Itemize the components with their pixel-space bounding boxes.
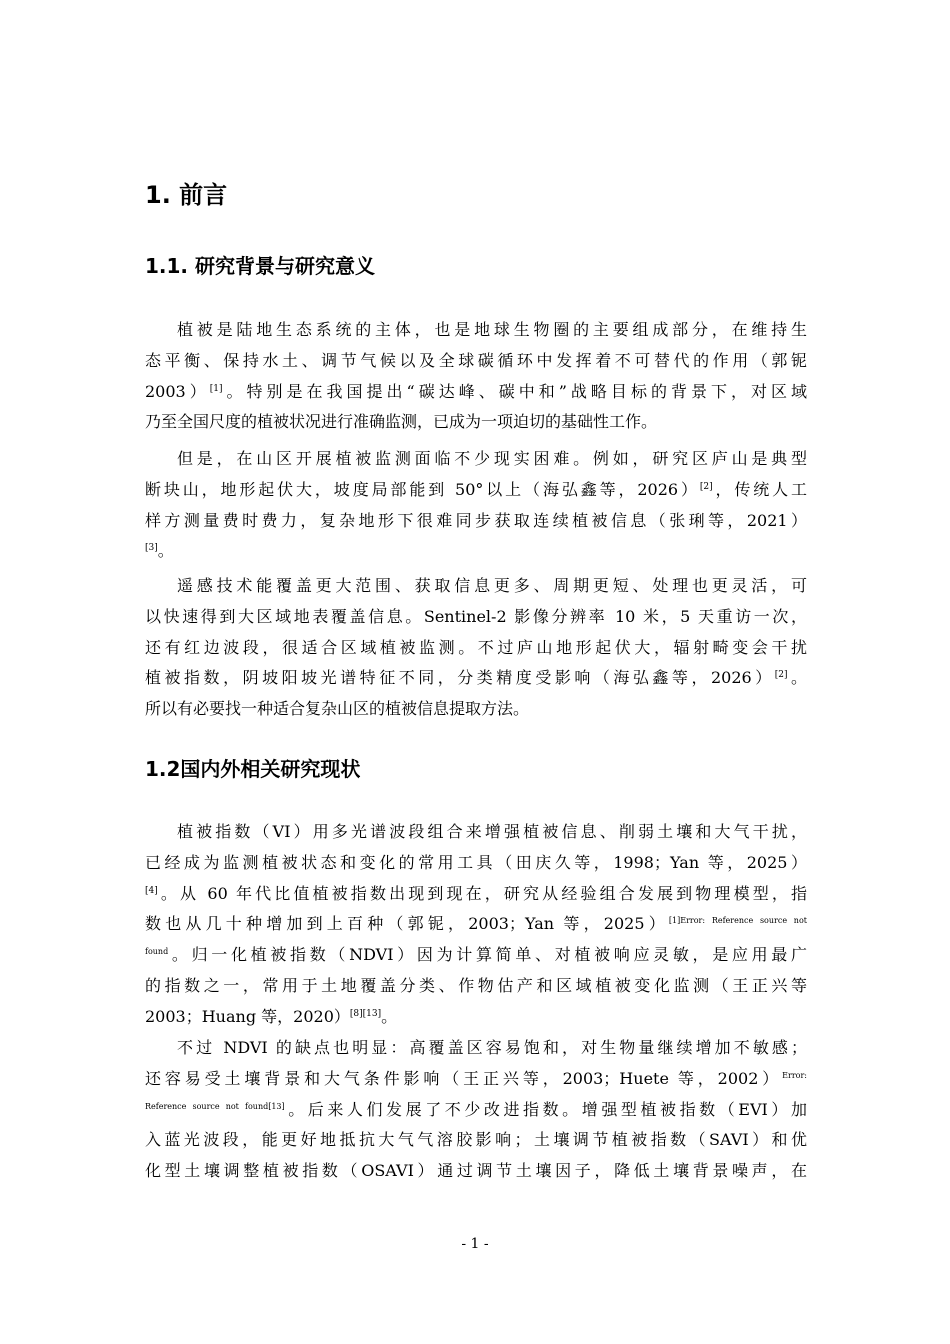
citation-ref: [8][13] [349,1008,382,1019]
text-span: 数也从几十种增加到上百种（郭铌，2003；Yan 等，2025） [145,914,669,934]
text-line [145,940,807,971]
text-line: 所以有必要找一种适合复杂山区的植被信息提取方法。 [145,699,530,719]
text-line: 乃至全国尺度的植被状况进行准确监测，已成为一项迫切的基础性工作。 [145,412,658,432]
text-line: 还有红边波段，很适合区域植被监测。不过庐山地形起伏大，辐射畸变会干扰 [145,637,807,657]
citation-ref: Reference source not found[13] [145,1101,285,1111]
text-line: 遥感技术能覆盖更大范围、获取信息更多、周期更短、处理也更灵活，可 [177,576,807,595]
text-line: 态平衡、保持水土、调节气候以及全球碳循环中发挥着不可替代的作用（郭铌 [145,350,807,370]
paragraph-5 [145,1033,807,1187]
text-line: 样方测量费时费力，复杂地形下很难同步获取连续植被信息（张琍等，2021） [145,510,807,530]
text-span: 2003；Huang 等，2020） [145,1006,350,1026]
citation-ref: [1] [209,383,223,394]
text-line: 植被指数（VI）用多光谱波段组合来增强植被信息、削弱土壤和大气干扰， [177,822,807,841]
text-span: 。 [787,668,807,688]
text-line [145,909,807,940]
citation-ref: [4] [145,885,158,896]
text-span: 。归一化植被指数（NDVI）因为计算简单、对植被响应灵敏，是应用最广 [168,945,807,965]
text-line: 入蓝光波段，能更好地抵抗大气气溶胶影响；土壤调节植被指数（SAVI）和优 [145,1130,807,1150]
section-heading-1-1: 1.1. 研究背景与研究意义 [145,254,375,278]
text-line: 的指数之一，常用于土地覆盖分类、作物估产和区域植被变化监测（王正兴等 [145,975,807,995]
text-span: 断块山，地形起伏大，坡度局部能到 50°以上（海弘鑫等，2026） [145,479,700,499]
text-line [145,1095,807,1126]
section-heading-1-2: 1.2国内外相关研究现状 [145,757,361,781]
citation-ref: [3] [145,543,158,554]
chapter-heading: 1. 前言 [145,181,228,209]
text-line [145,879,807,910]
text-line: 植被是陆地生态系统的主体，也是地球生物圈的主要组成部分，在维持生 [177,320,807,339]
text-line [145,377,807,408]
text-line: 已经成为监测植被状态和变化的常用工具（田庆久等，1998；Yan 等，2025） [145,852,807,872]
text-span: 还容易受土壤背景和大气条件影响（王正兴等，2003；Huete 等，2002） [145,1068,783,1088]
text-line: 但是，在山区开展植被监测面临不少现实困难。例如，研究区庐山是典型 [177,449,807,468]
text-span: 。后来人们发展了不少改进指数。增强型植被指数（EVI）加 [284,1099,807,1119]
text-span: 2003） [145,381,210,401]
paragraph-4 [145,817,807,1033]
paragraph-1 [145,315,807,438]
page-number: - 1 - [461,1236,489,1252]
paragraph-2 [145,444,807,567]
citation-ref: found [145,947,169,957]
text-span: 。 [157,541,174,561]
text-line [145,475,807,506]
citation-ref: [2] [699,481,713,492]
text-line [145,1002,807,1033]
text-span: 。特别是在我国提出“碳达峰、碳中和”战略目标的背景下，对区域 [222,381,807,401]
citation-ref: [2] [774,670,788,681]
paragraph-3 [145,571,807,725]
citation-ref: [1]Error: Reference source not [668,916,807,926]
text-line: 化型土壤调整植被指数（OSAVI）通过调节土壤因子，降低土壤背景噪声，在 [145,1161,807,1181]
text-line [145,1064,807,1095]
text-span: 植被指数，阴坡阳坡光谱特征不同，分类精度受影响（海弘鑫等，2026） [145,668,775,688]
text-line: 不过 NDVI 的缺点也明显：高覆盖区容易饱和，对生物量继续增加不敏感； [177,1038,807,1057]
text-span: 。从 60 年代比值植被指数出现到现在，研究从经验组合发展到物理模型，指 [157,883,807,903]
text-line [145,536,807,567]
text-span: 。 [381,1006,398,1026]
text-span: ，传统人工 [712,479,807,499]
text-line: 以快速得到大区域地表覆盖信息。Sentinel-2 影像分辨率 10 米，5 天重访一次， [145,606,807,626]
citation-ref: Error: [782,1070,807,1080]
text-line [145,663,807,694]
